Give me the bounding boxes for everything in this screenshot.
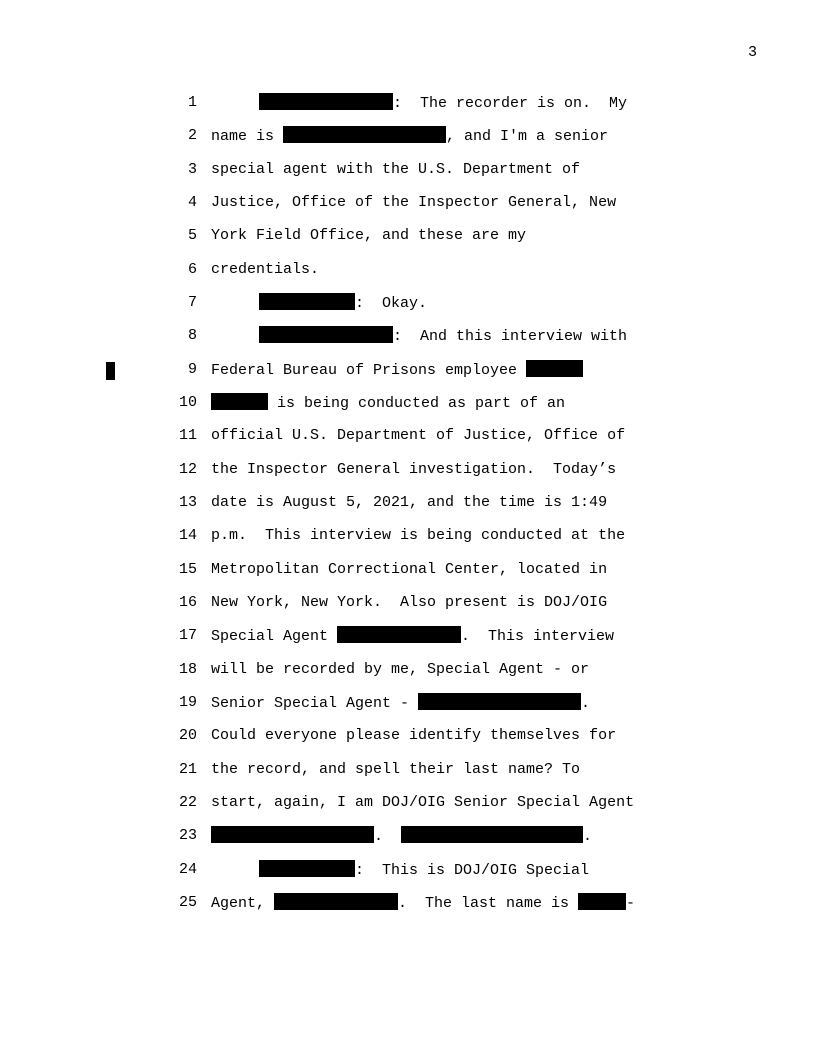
line-text-segment: official U.S. Department of Justice, Office of: [211, 427, 626, 444]
redaction-block: [274, 893, 398, 910]
line-number: 12: [178, 461, 197, 478]
line-number: 13: [178, 494, 197, 511]
redaction-block: [418, 693, 581, 710]
line-text-segment: p.m. This interview is being conducted at the: [211, 527, 626, 544]
line-text-segment: the Inspector General investigation. Today’s: [211, 461, 617, 478]
line-text-segment: will be recorded by me, Special Agent - or: [211, 661, 590, 678]
line-text-segment: Could everyone please identify themselves for: [211, 727, 617, 744]
line-number: 8: [187, 327, 197, 344]
line-text: [211, 760, 580, 780]
redaction-block: [259, 860, 355, 877]
line-text-segment: Senior Special Agent -: [211, 695, 419, 712]
line-text-segment: : Okay.: [355, 295, 428, 312]
line-text: [211, 726, 616, 746]
line-text: [211, 460, 616, 480]
line-number: 15: [178, 561, 197, 578]
line-number: 7: [187, 294, 197, 311]
line-text-segment: credentials.: [211, 261, 320, 278]
redaction-block: [401, 826, 583, 843]
line-text-segment: , and I'm a senior: [446, 128, 609, 145]
line-text: [259, 860, 589, 881]
line-number: 9: [187, 361, 197, 378]
line-text-segment: Metropolitan Correctional Center, located in: [211, 561, 608, 578]
line-text-segment: . This interview: [461, 628, 615, 645]
line-number: 6: [187, 261, 197, 278]
line-number: 22: [178, 794, 197, 811]
line-number: 24: [178, 861, 197, 878]
line-text: [211, 226, 526, 246]
line-text: [211, 593, 607, 613]
line-text-segment: special agent with the U.S. Department of: [211, 161, 581, 178]
line-text-segment: . The last name is: [398, 895, 579, 912]
line-text-segment: : And this interview with: [393, 328, 628, 345]
line-text-segment: .: [581, 695, 591, 712]
line-number: 20: [178, 727, 197, 744]
line-number: 1: [187, 94, 197, 111]
line-text-segment: date is August 5, 2021, and the time is 1:49: [211, 494, 608, 511]
redaction-block: [337, 626, 461, 643]
line-text-segment: the record, and spell their last name? To: [211, 761, 581, 778]
line-number: 18: [178, 661, 197, 678]
redaction-block: [526, 360, 583, 377]
line-text-segment: Justice, Office of the Inspector General, New: [211, 194, 617, 211]
line-number: 17: [178, 627, 197, 644]
redaction-block: [259, 326, 393, 343]
line-number: 3: [187, 161, 197, 178]
redaction-block: [259, 293, 355, 310]
line-text: [211, 560, 607, 580]
redaction-block: [578, 893, 626, 910]
line-text-segment: .: [374, 828, 402, 845]
line-text: [211, 426, 625, 446]
line-text: [211, 493, 607, 513]
line-text-segment: Federal Bureau of Prisons employee: [211, 362, 527, 379]
redaction-block: [283, 126, 446, 143]
redaction-block: [259, 93, 393, 110]
line-number: 23: [178, 827, 197, 844]
line-text: [211, 393, 565, 414]
line-number: 5: [187, 227, 197, 244]
line-number: 11: [178, 427, 197, 444]
margin-change-mark: [106, 362, 115, 380]
line-text: [211, 260, 319, 280]
line-text: [211, 893, 635, 914]
line-text-segment: Special Agent: [211, 628, 338, 645]
line-number: 4: [187, 194, 197, 211]
line-text: [211, 360, 583, 381]
line-text-segment: .: [583, 828, 593, 845]
line-text: [211, 160, 580, 180]
line-number: 10: [178, 394, 197, 411]
line-text: [211, 193, 616, 213]
line-text-segment: : This is DOJ/OIG Special: [355, 862, 590, 879]
line-text: [211, 126, 608, 147]
line-text: [211, 826, 592, 847]
line-text: [259, 293, 427, 314]
line-number: 19: [178, 694, 197, 711]
page-number: 3: [748, 44, 758, 61]
line-text: [211, 660, 589, 680]
line-number: 2: [187, 127, 197, 144]
redaction-block: [211, 826, 374, 843]
line-text-segment: is being conducted as part of an: [268, 395, 566, 412]
line-text: [259, 93, 627, 114]
line-text: [211, 626, 614, 647]
line-number: 25: [178, 894, 197, 911]
line-text-segment: New York, New York. Also present is DOJ/OIG: [211, 594, 608, 611]
line-text: [211, 693, 590, 714]
line-text: [259, 326, 627, 347]
line-text: [211, 793, 634, 813]
line-text-segment: York Field Office, and these are my: [211, 227, 527, 244]
line-number: 16: [178, 594, 197, 611]
line-text-segment: start, again, I am DOJ/OIG Senior Special Agent: [211, 794, 635, 811]
redaction-block: [211, 393, 268, 410]
line-text: [211, 526, 625, 546]
line-text-segment: name is: [211, 128, 284, 145]
line-number: 21: [178, 761, 197, 778]
line-number: 14: [178, 527, 197, 544]
line-text-segment: -: [626, 895, 636, 912]
line-text-segment: : The recorder is on. My: [393, 95, 628, 112]
line-text-segment: Agent,: [211, 895, 275, 912]
